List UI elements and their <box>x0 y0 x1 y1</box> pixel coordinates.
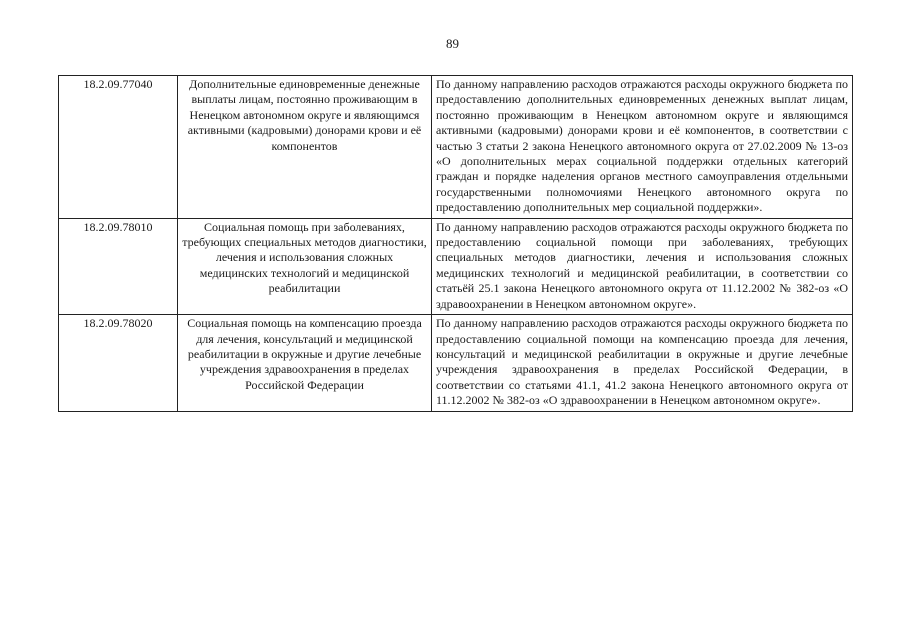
budget-classification-table <box>58 75 853 412</box>
table-row <box>59 76 853 219</box>
expense-code: 18.2.09.78010 <box>59 218 178 314</box>
expense-name: Дополнительные единовременные денежные выплаты лицам, постоянно проживающим в Ненецком автономном округе и являющимся активными (кадровыми) донорами крови и её компонентов <box>178 76 432 219</box>
expense-code: 18.2.09.78020 <box>59 315 178 411</box>
expense-description: По данному направлению расходов отражаются расходы окружного бюджета по предоставлению дополнительных единовременных денежных выплат лицам, постоянно проживающим в Ненецком автономном округе и являющимся активными (кадровыми) донорами крови и её компонентов, в соответствии с частью 3 статьи 2 закона Ненецкого автономного округа от 27.02.2009 № 13-оз «О дополнительных мерах социальной поддержки отдельных категорий граждан и порядке наделения органов местного самоуправления отдельными государственными полномочиями Ненецкого автономного округа по предоставлению дополнительных мер социальной поддержки». <box>432 76 853 219</box>
expense-name: Социальная помощь на компенсацию проезда для лечения, консультаций и медицинской реабилитации в окружные и другие лечебные учреждения здравоохранения в пределах Российской Федерации <box>178 315 432 411</box>
expense-description: По данному направлению расходов отражаются расходы окружного бюджета по предоставлению социальной помощи на компенсацию проезда для лечения, консультаций и медицинской реабилитации в окружные и другие лечебные учреждения здравоохранения в пределах Российской Федерации, в соответствии со статьями 41.1, 41.2 закона Ненецкого автономного округа от 11.12.2002 № 382-оз «О здравоохранении в Ненецком автономном округе». <box>432 315 853 411</box>
expense-description: По данному направлению расходов отражаются расходы окружного бюджета по предоставлению социальной помощи при заболеваниях, требующих специальных методов диагностики, лечения и использования сложных медицинских технологий и медицинской реабилитации, в соответствии со статьёй 25.1 закона Ненецкого автономного округа от 11.12.2002 № 382-оз «О здравоохранении в Ненецком автономном округе». <box>432 218 853 314</box>
expense-name: Социальная помощь при заболеваниях, требующих специальных методов диагностики, лечения и использования сложных медицинских технологий и медицинской реабилитации <box>178 218 432 314</box>
expense-code: 18.2.09.77040 <box>59 76 178 219</box>
table-row <box>59 315 853 411</box>
table-row <box>59 218 853 314</box>
page-number: 89 <box>446 36 459 51</box>
